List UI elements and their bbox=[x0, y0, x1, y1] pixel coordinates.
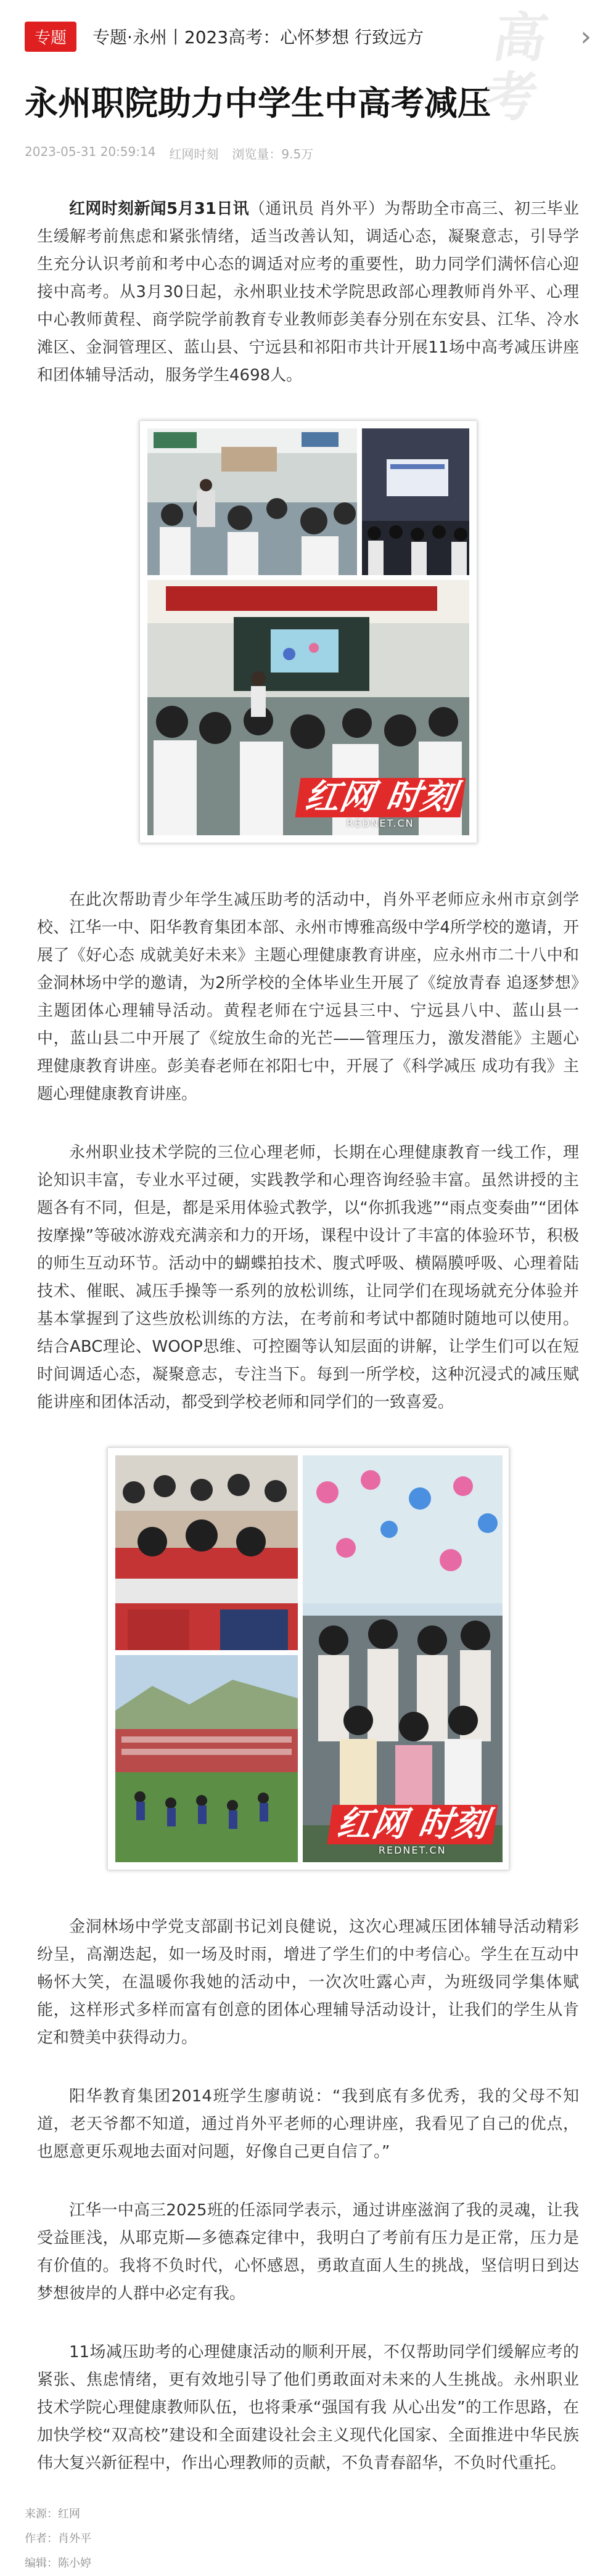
chevron-right-icon[interactable]: › bbox=[580, 20, 591, 52]
article-paragraph: 在此次帮助青少年学生减压助考的活动中，肖外平老师应永州市京剑学校、江华一中、阳华教育集团本部、永州市博雅高级中学4所学校的邀请，开展了《好心态 成就美好未来》主题心理健康教育讲座，应永州市二十八中和金洞林场中学的邀请，为2所学校的全体毕业生开展了《绽放青春 追逐梦想》主题团体心理辅导活动。黄程老师在宁远县三中、宁远县八中、蓝山县一中，蓝山县二中开展了《绽放生命的光芒——管理压力，激发潜能》主题心理健康教育讲座。彭美春老师在祁阳七中，开展了《科学减压 成功有我》主题心理健康教育讲座。 bbox=[37, 891, 579, 1103]
rednet-logo: 红网 时刻 bbox=[295, 778, 466, 817]
photo-campus-field bbox=[115, 1655, 298, 1862]
rednet-logo: 红网 时刻 bbox=[327, 1805, 498, 1844]
rednet-url: REDNET.CN bbox=[378, 1844, 446, 1856]
article-paragraph: 永州职业技术学院的三位心理老师，长期在心理健康教育一线工作，理论知识丰富，专业水平过硬，实践教学和心理咨询经验丰富。虽然讲授的主题各有不同，但是，都是采用体验式教学，以“你抓我逃”“雨点变奏曲”“团体按摩操”等破冰游戏充满亲和力的开场，课程中设计了丰富的体验环节，积极的师生互动环节。活动中的蝴蝶拍技术、腹式呼吸、横隔膜呼吸、心理着陆技术、催眠、减压手操等一系列的放松训练，让同学们在现场就充分体验并基本掌握到了这些放松训练的方法，在考前和考试中都随时随地可以使用。结合ABC理论、WOOP思维、可控圈等认知层面的讲解，让学生们可以在短时间调适心态，凝聚意志，专注当下。每到一所学校，这种沉浸式的减压赋能讲座和团体活动，都受到学校老师和同学们的一致喜爱。 bbox=[37, 1143, 579, 1412]
article-paragraph: 金洞林场中学党支部副书记刘良健说，这次心理减压团体辅导活动精彩纷呈，高潮迭起，如一场及时雨，增进了学生们的中考信心。学生在互动中畅怀大笑，在温暖你我她的活动中，一次次吐露心声，为班级同学集体赋能，这样形式多样而富有创意的团体心理辅导活动设计，让我们的学生从肯定和赞美中获得动力。 bbox=[37, 1918, 579, 2047]
photo-students-hug bbox=[115, 1455, 298, 1650]
article-footer bbox=[0, 2502, 616, 2576]
article-paragraph: 红网时刻新闻5月31日讯（通讯员 肖外平）为帮助全市高三、初三毕业生缓解考前焦虑和紧张情绪，适当改善认知，调适心态，凝聚意志，引导学生充分认识考前和考中心态的调适对应考的重要性，助力同学们满怀信心迎接中高考。从3月30日起，永州职业技术学院思政部心理教师肖外平、心理中心教师黄程、商学院学前教育专业教师彭美春分别在东安县、江华、冷水滩区、金洞管理区、蓝山县、宁远县和祁阳市共计开展11场中高考减压讲座和团体辅导活动，服务学生4698人。 bbox=[37, 200, 579, 385]
article-paragraph: 阳华教育集团2014班学生廖萌说：“我到底有多优秀，我的父母不知道，老天爷都不知道，通过肖外平老师的心理讲座，我看见了自己的优点，也愿意更乐观地去面对问题，好像自己更自信了。” bbox=[37, 2087, 579, 2161]
photo-watermark bbox=[298, 778, 463, 829]
photo-collage-1 bbox=[139, 420, 477, 843]
article-meta bbox=[25, 144, 591, 162]
photo-classroom-1 bbox=[147, 428, 357, 575]
topic-watermark: 高考 bbox=[478, 7, 552, 128]
photo-watermark bbox=[330, 1805, 495, 1856]
photo-collage-2 bbox=[107, 1447, 509, 1870]
footer-editor: 编辑：陈小婷 bbox=[25, 2557, 91, 2570]
article-lead: 红网时刻新闻5月31日讯 bbox=[69, 200, 249, 218]
article-paragraph: 江华一中高三2025班的任添同学表示，通过讲座滋润了我的灵魂，让我受益匪浅，从耶克斯—多德森定律中，我明白了考前有压力是正常，压力是有价值的。我将不负时代，心怀感恩，勇敢直面人生的挑战，坚信明日到达梦想彼岸的人群中必定有我。 bbox=[37, 2201, 579, 2303]
topic-tag: 专题 bbox=[25, 22, 76, 52]
topic-title[interactable]: 专题·永州丨2023高考：心怀梦想 行致远方 bbox=[92, 27, 424, 47]
footer-source: 来源：红网 bbox=[25, 2508, 80, 2521]
publish-date: 2023-05-31 20:59:14 bbox=[25, 144, 156, 159]
article-headline: 永州职院助力中学生中高考减压 bbox=[25, 84, 491, 123]
photo-balloons bbox=[303, 1455, 503, 1862]
article-paragraph: 11场减压助考的心理健康活动的顺利开展，不仅帮助同学们缓解应考的紧张、焦虑情绪，更有效地引导了他们勇敢面对未来的人生挑战。永州职业技术学院心理健康教师队伍，也将秉承“强国有我 从心出发”的工作思路，在加快学校“双高校”建设和全面建设社会主义现代化国家、全面推进中华民族伟大复兴新征程中，作出心理教师的贡献，不负青春韶华，不负时代重托。 bbox=[37, 2343, 579, 2472]
view-count: 浏览量：9.5万 bbox=[232, 147, 314, 162]
photo-lecture-hall bbox=[362, 428, 469, 575]
source-label: 红网时刻 bbox=[169, 147, 219, 162]
footer-author: 作者：肖外平 bbox=[25, 2532, 91, 2545]
article-body bbox=[0, 162, 616, 2477]
rednet-url: REDNET.CN bbox=[346, 817, 414, 829]
